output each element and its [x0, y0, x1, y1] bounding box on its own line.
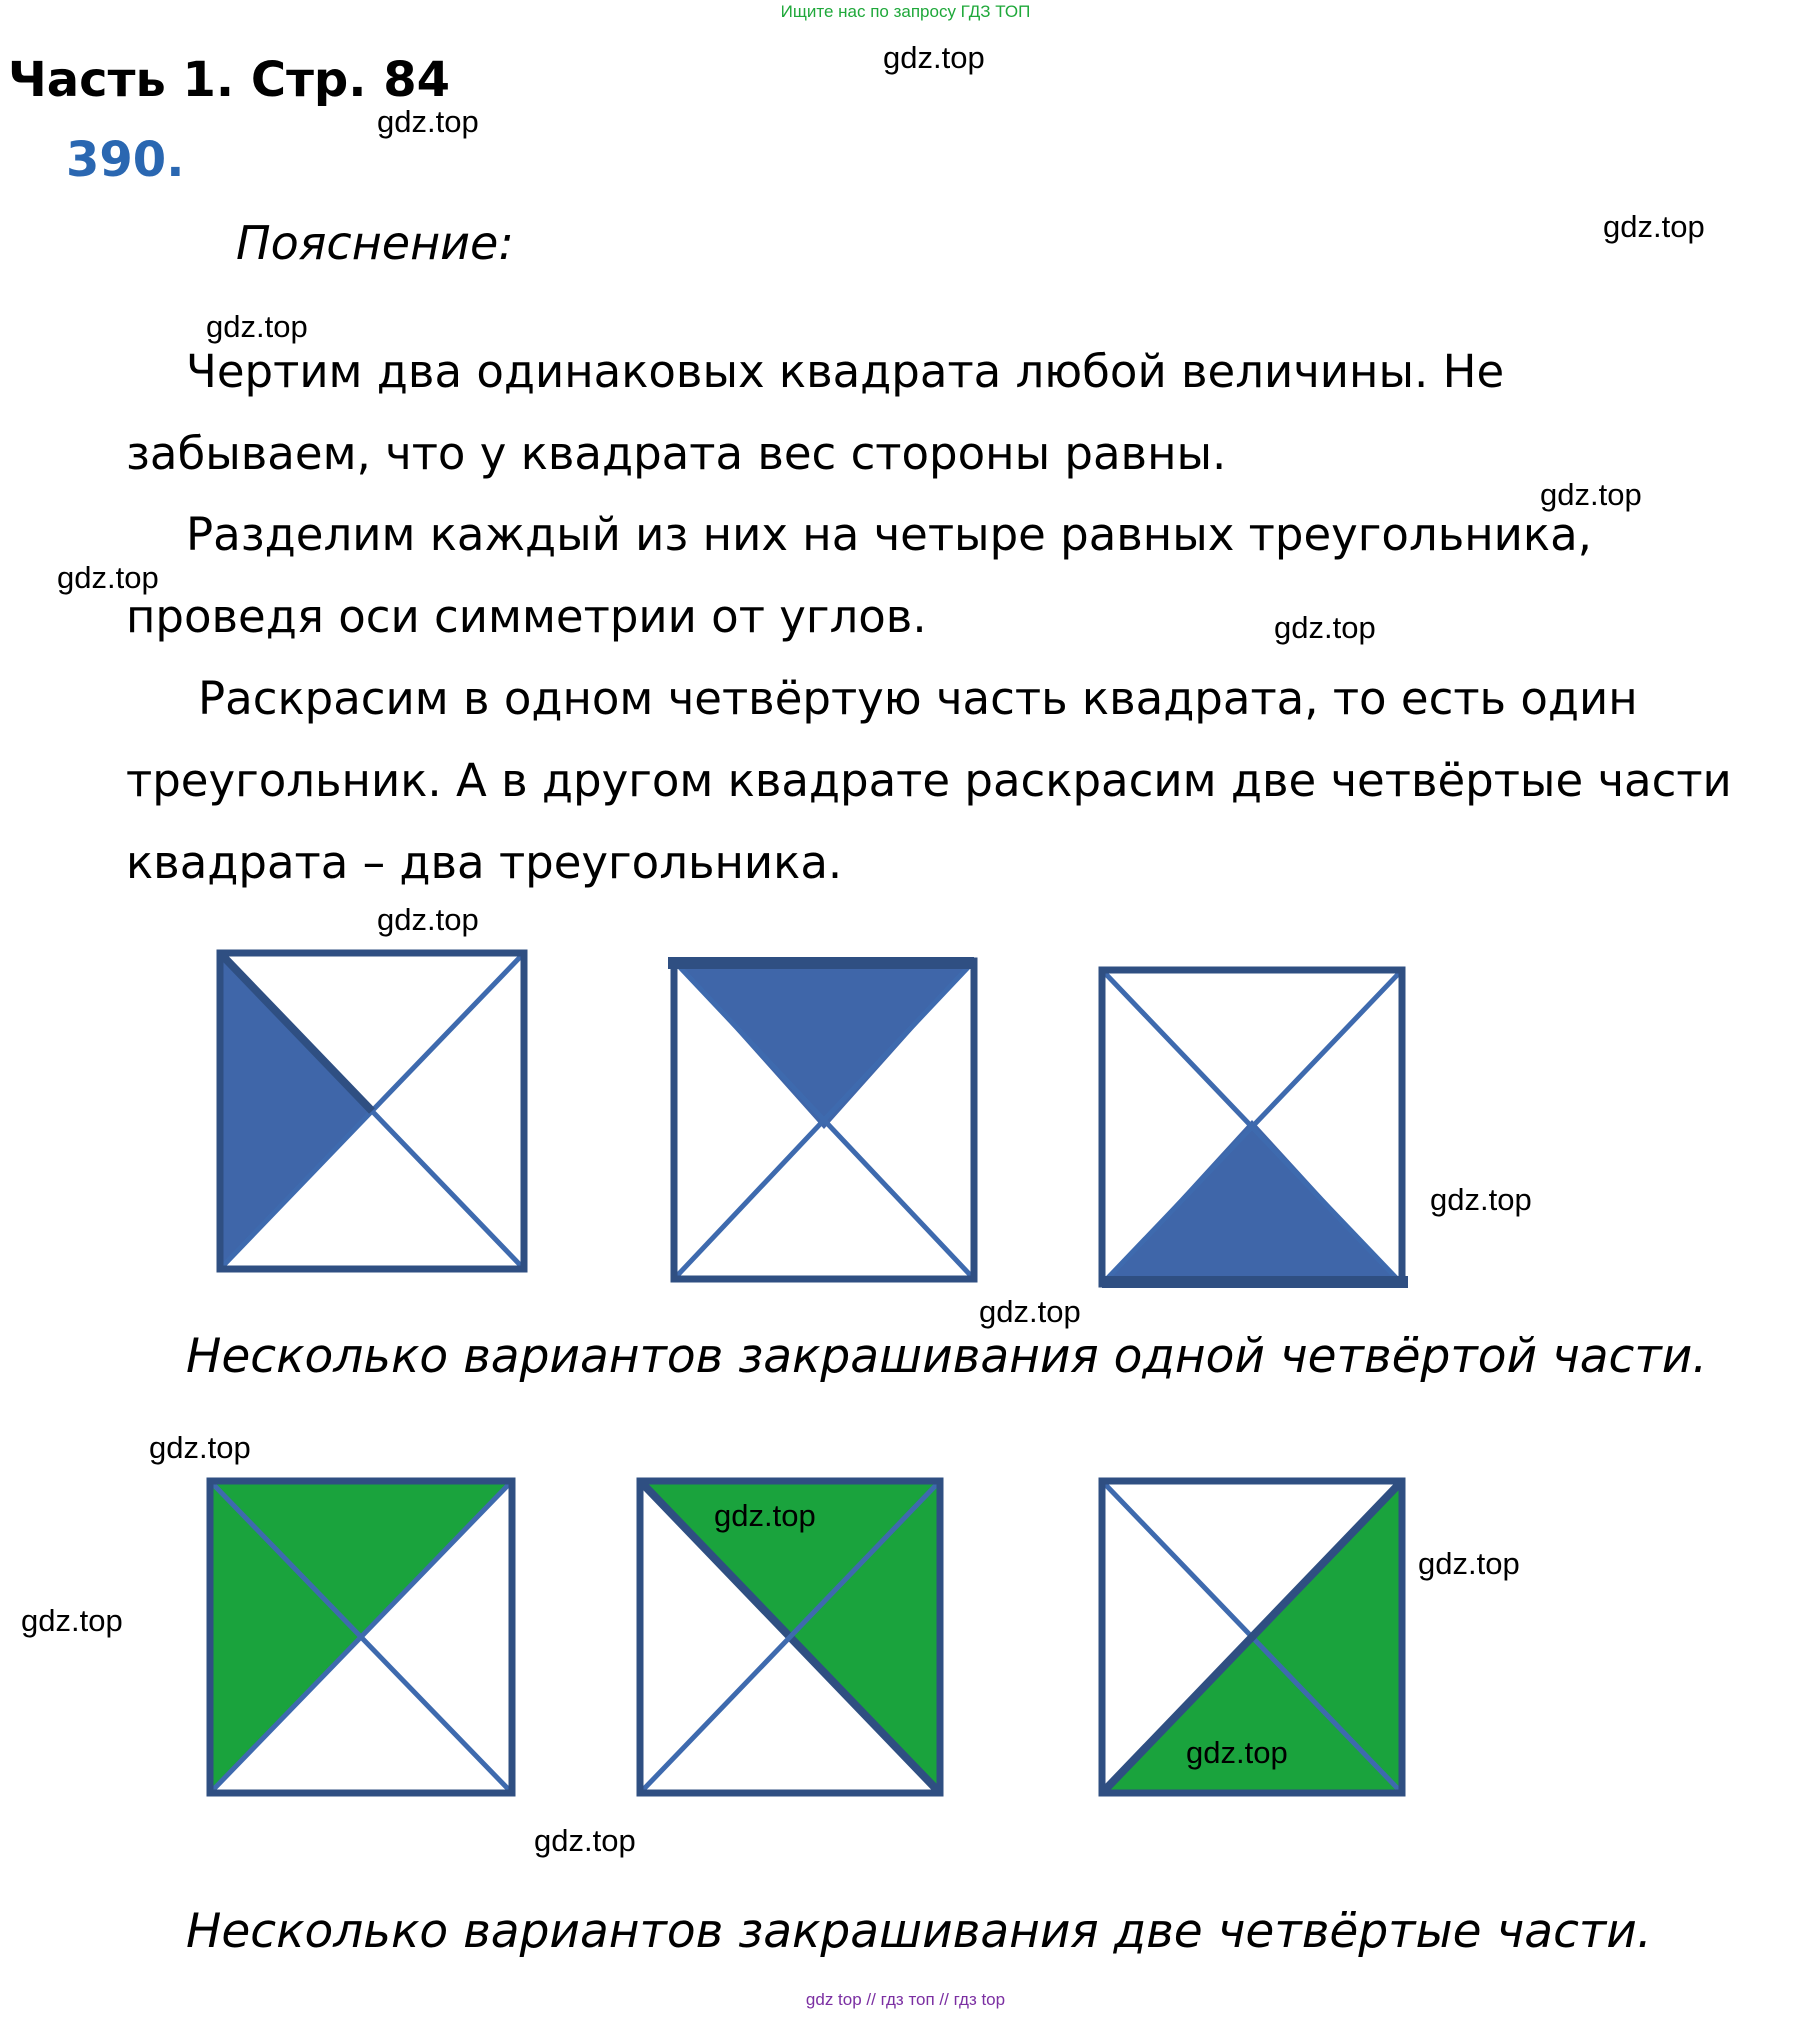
task-number: 390. [66, 132, 185, 188]
shaded-triangle-left [220, 953, 372, 1269]
paragraph-line-5: Раскрасим в одном четвёртую часть квадрата, то есть один [198, 672, 1638, 725]
watermark: gdz.top [21, 1603, 123, 1638]
square-half-left-top [210, 1481, 512, 1793]
square-quarter-bottom [1102, 970, 1402, 1284]
watermark: gdz.top [1430, 1182, 1532, 1217]
watermark: gdz.top [714, 1498, 816, 1533]
paragraph-line-7: квадрата – два треугольника. [126, 836, 843, 889]
footer: gdz top // гдз топ // гдз top [805, 1990, 1006, 2009]
paragraph-line-1: Чертим два одинаковых квадрата любой величины. Не [186, 345, 1505, 398]
watermark: gdz.top [534, 1823, 636, 1858]
watermark: gdz.top [377, 104, 479, 139]
watermark: gdz.top [1418, 1546, 1520, 1581]
square-quarter-top [674, 961, 974, 1279]
watermark: gdz.top [206, 309, 308, 344]
explanation-label: Пояснение: [236, 216, 514, 270]
paragraph-line-4: проведя оси симметрии от углов. [126, 590, 927, 643]
caption-two-quarters: Несколько вариантов закрашивания две четвёртые части. [186, 1904, 1652, 1959]
watermark: gdz.top [1186, 1735, 1288, 1770]
watermark: gdz.top [1603, 209, 1705, 244]
square-quarter-left [220, 953, 524, 1269]
watermark: gdz.top [377, 902, 479, 937]
watermark: gdz.top [57, 560, 159, 595]
paragraph-line-3: Разделим каждый из них на четыре равных треугольника, [186, 508, 1592, 561]
watermark: gdz.top [149, 1430, 251, 1465]
watermark: gdz.top [883, 40, 985, 75]
watermark: gdz.top [1274, 610, 1376, 645]
paragraph-line-6: треугольник. А в другом квадрате раскрасим две четвёртые части [126, 754, 1732, 807]
part-title: Часть 1. Стр. 84 [8, 52, 451, 108]
caption-one-quarter: Несколько вариантов закрашивания одной четвёртой части. [186, 1329, 1708, 1384]
paragraph-line-2: забываем, что у квадрата вес стороны равны. [126, 427, 1227, 480]
shaded-triangle-top [674, 961, 974, 1129]
top-banner: Ищите нас по запросу ГДЗ ТОП [780, 2, 1031, 21]
shaded-triangle-bottom [1102, 1120, 1402, 1284]
watermark: gdz.top [979, 1294, 1081, 1329]
watermark: gdz.top [1540, 477, 1642, 512]
